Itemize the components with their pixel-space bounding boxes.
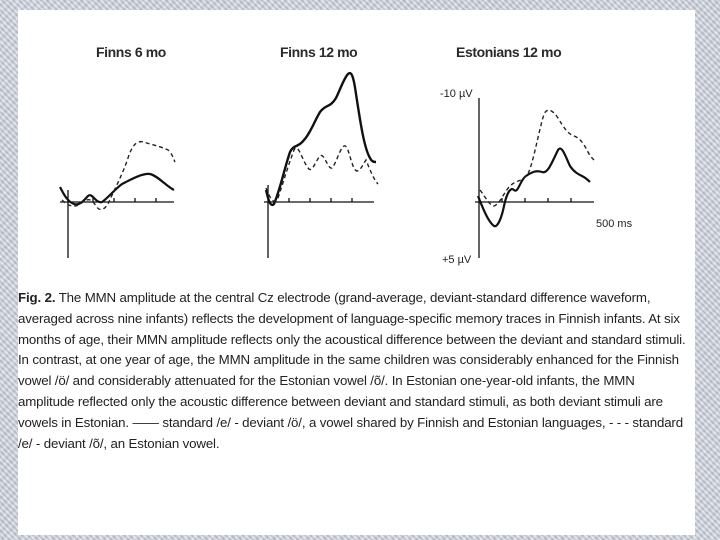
panel-2-solid-trace (266, 73, 376, 205)
amplitude-top-label: -10 µV (440, 88, 473, 100)
figure-caption (18, 288, 688, 454)
panel-title-finns-12mo: Finns 12 mo (280, 44, 358, 60)
panel-1-dashed-trace (62, 142, 175, 210)
panel-1-axes (60, 190, 174, 258)
figure-page (18, 10, 695, 535)
panel-1-solid-trace (60, 174, 174, 204)
panel-title-finns-6mo: Finns 6 mo (96, 44, 166, 60)
amplitude-bottom-label: +5 µV (442, 254, 472, 266)
caption-text: The MMN amplitude at the central Cz electrode (grand-average, deviant-standard difference waveform, averaged across nine infants) reflects the development of language-specific memory traces in Finnish infants. At six months of age, their MMN amplitude reflects only the acoustical difference between the deviant and standard stimuli. In contrast, at one year of age, the MMN amplitude in the same children was considerably enhanced for the Finnish vowel /ö/ and considerably attenuated for the Estonian vowel /õ/. In Estonian one-year-old infants, the MMN amplitude reflected only the acoustic difference between deviant and standard stimuli, as both deviant stimuli are vowels in Estonian. —— standard /e/ - deviant /ö/, a vowel shared by Finnish and Estonian languages, - - - standard /e/ - deviant /õ/, an Estonian vowel. (18, 290, 686, 451)
erp-waveforms-figure (18, 10, 695, 290)
time-scale-label: 500 ms (596, 218, 633, 230)
panel-3-dashed-trace (480, 110, 594, 206)
panel-title-estonians-12mo: Estonians 12 mo (456, 44, 562, 60)
panel-3-axes (475, 98, 594, 258)
caption-label: Fig. 2. (18, 290, 56, 305)
panel-2-axes (264, 185, 374, 258)
panel-3-solid-trace (478, 149, 590, 227)
